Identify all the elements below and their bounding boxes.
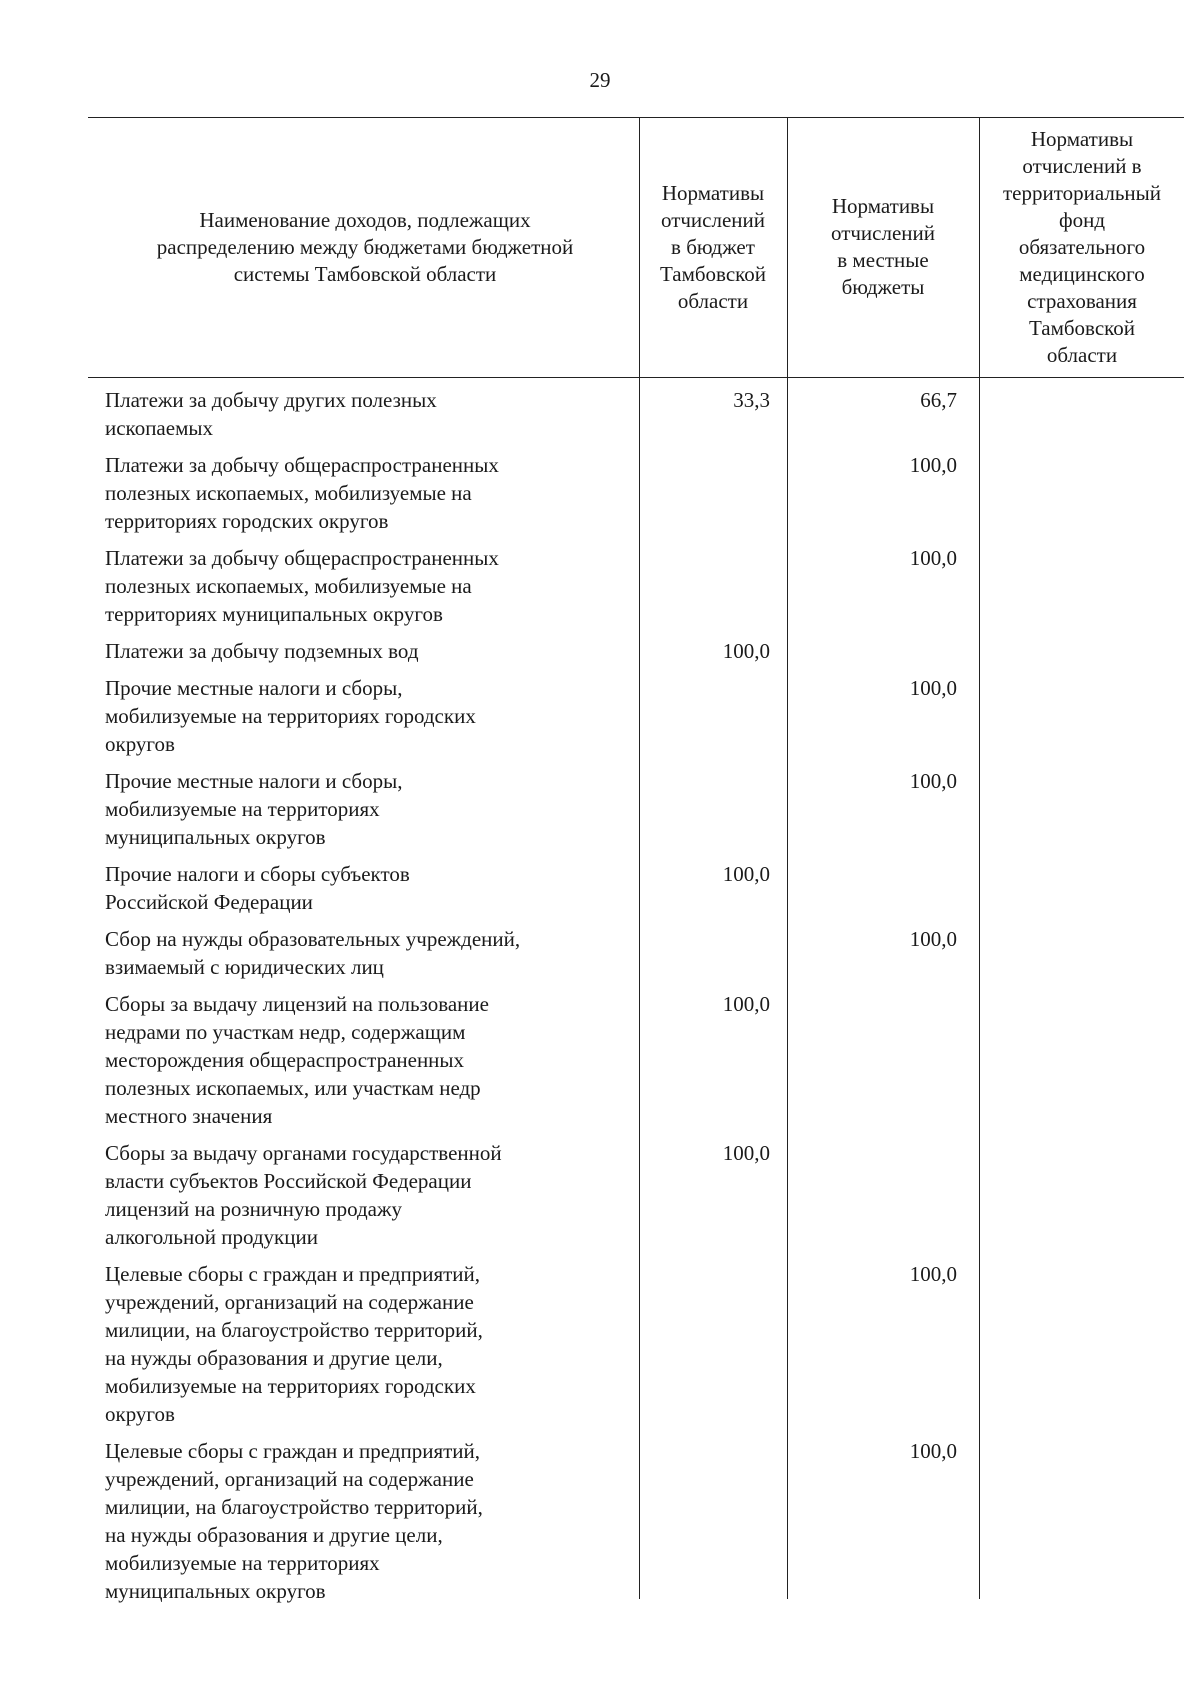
regional-value-cell: 100,0 [722,862,770,886]
local-value-cell: 100,0 [909,1439,957,1463]
header-regional-budget: Нормативы отчислений в бюджет Тамбовской области [659,180,767,313]
local-value-cell: 100,0 [909,927,957,951]
table-body [0,386,1200,1614]
table-row [0,1260,1200,1428]
income-name-cell: Платежи за добычу других полезных ископаемых [105,388,437,440]
regional-value-cell: 100,0 [722,1141,770,1165]
income-name-cell: Прочие местные налоги и сборы, мобилизуемые на территориях муниципальных округов [105,769,403,849]
table-row [0,990,1200,1130]
income-name-cell: Прочие местные налоги и сборы, мобилизуемые на территориях городских округов [105,676,476,756]
table-row [0,860,1200,916]
local-value-cell: 100,0 [909,546,957,570]
local-value-cell: 100,0 [909,1262,957,1286]
page-number: 29 [589,68,611,92]
header-income-name: Наименование доходов, подлежащих распределению между бюджетами бюджетной системы Тамбовской области [156,207,574,286]
local-value-cell: 66,7 [920,388,957,412]
local-value-cell: 100,0 [909,676,957,700]
table-row [0,1139,1200,1251]
header-bottom-rule [88,377,1184,378]
local-value-cell: 100,0 [909,769,957,793]
regional-value-cell: 100,0 [722,992,770,1016]
table-row [0,451,1200,535]
local-value-cell: 100,0 [909,453,957,477]
income-name-cell: Сбор на нужды образовательных учреждений, взимаемый с юридических лиц [105,927,521,979]
income-name-cell: Сборы за выдачу органами государственной власти субъектов Российской Федерации лицензий на розничную продажу алкогольной продукции [105,1141,502,1249]
income-name-cell: Платежи за добычу общераспространенных полезных ископаемых, мобилизуемые на территориях городских округов [105,453,499,533]
income-name-cell: Сборы за выдачу лицензий на пользование недрами по участкам недр, содержащим месторождения общераспространенных полезных ископаемых, или участкам недр местного значения [105,992,489,1128]
table-row [0,1437,1200,1605]
table-row [0,386,1200,442]
income-name-cell: Целевые сборы с граждан и предприятий, учреждений, организаций на содержание милиции, на благоустройство территорий, на нужды образования и другие цели, мобилизуемые на территориях городских округов [105,1262,483,1426]
regional-value-cell: 100,0 [722,639,770,663]
income-name-cell: Платежи за добычу общераспространенных полезных ископаемых, мобилизуемые на территориях муниципальных округов [105,546,499,626]
income-name-cell: Платежи за добычу подземных вод [105,639,419,663]
header-medical-fund: Нормативы отчислений в территориальный фонд обязательного медицинского страхования Тамбовской области [1002,126,1162,367]
header-local-budgets: Нормативы отчислений в местные бюджеты [830,194,936,299]
income-name-cell: Целевые сборы с граждан и предприятий, учреждений, организаций на содержание милиции, на благоустройство территорий, на нужды образования и другие цели, мобилизуемые на территориях муниципальных округов [105,1439,483,1603]
table-row [0,674,1200,758]
table-row [0,767,1200,851]
table-row [0,544,1200,628]
regional-value-cell: 33,3 [733,388,770,412]
table-row [0,925,1200,981]
income-name-cell: Прочие налоги и сборы субъектов Российской Федерации [105,862,410,914]
table-row [0,637,1200,665]
